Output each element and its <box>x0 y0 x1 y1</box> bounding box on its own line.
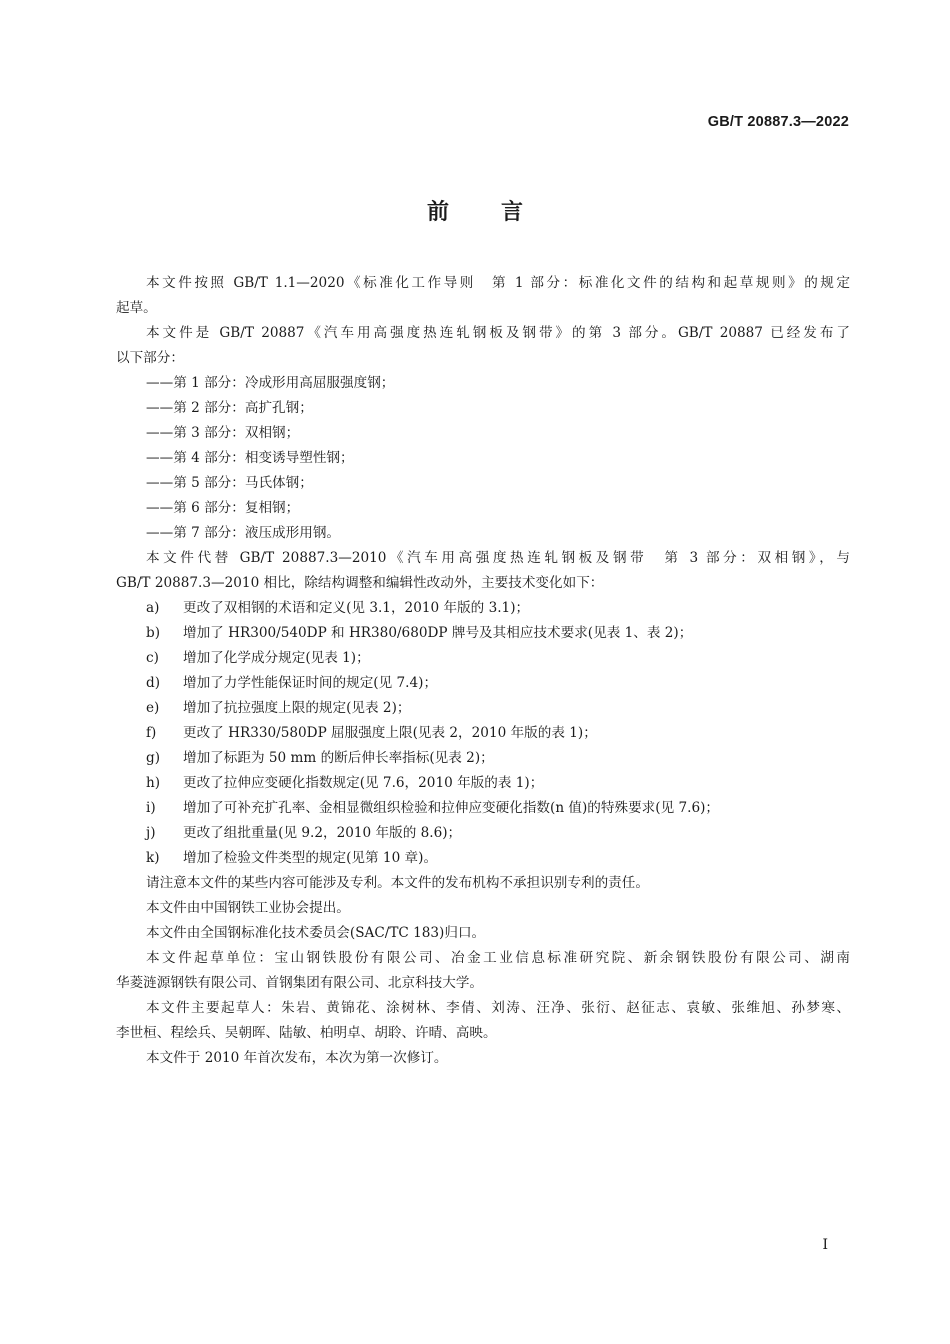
change-item <box>116 846 850 871</box>
part-list-item: ——第 6 部分：复相钢； <box>146 500 300 516</box>
change-item-text: 更改了双相钢的术语和定义(见 3.1，2010 年版的 3.1)； <box>183 600 530 616</box>
paragraph-series-line-1: 本文件是 GB/T 20887《汽车用高强度热连轧钢板及钢带》的第 3 部分。GB/T 20887 已经发布了 <box>146 325 850 341</box>
paragraph-centralized-by: 本文件由全国钢标准化技术委员会(SAC/TC 183)归口。 <box>146 925 486 941</box>
change-item-mark: j) <box>146 825 156 841</box>
change-item-text: 增加了抗拉强度上限的规定(见表 2)； <box>183 700 411 716</box>
page-title-char-1: 前 <box>426 200 449 225</box>
paragraph-drafting-orgs-line-2: 华菱涟源钢铁有限公司、首钢集团有限公司、北京科技大学。 <box>116 975 484 991</box>
document-code: GB/T 20887.3—2022 <box>707 114 849 130</box>
change-item <box>116 771 850 796</box>
change-item-mark: c) <box>146 650 159 666</box>
change-item-mark: e) <box>146 700 160 716</box>
change-item-text: 增加了力学性能保证时间的规定(见 7.4)； <box>183 675 438 691</box>
change-item <box>116 821 850 846</box>
change-item-mark: h) <box>146 775 161 791</box>
change-item-mark: f) <box>146 725 157 741</box>
part-list-item: ——第 3 部分：双相钢； <box>146 425 300 441</box>
part-list-item: ——第 5 部分：马氏体钢； <box>146 475 313 491</box>
part-list-item: ——第 4 部分：相变诱导塑性钢； <box>146 450 354 466</box>
change-item-mark: g) <box>146 750 161 766</box>
page-title-char-2: 言 <box>501 200 524 225</box>
part-list-item: ——第 7 部分：液压成形用钢。 <box>146 525 341 541</box>
change-item <box>116 796 850 821</box>
change-item-mark: i) <box>146 800 156 816</box>
change-item <box>116 646 850 671</box>
change-item-text: 更改了组批重量(见 9.2，2010 年版的 8.6)； <box>183 825 462 841</box>
change-item-text: 更改了 HR330/580DP 屈服强度上限(见表 2，2010 年版的表 1)； <box>183 725 597 741</box>
change-item <box>116 596 850 621</box>
change-item-text: 增加了可补充扩孔率、金相显微组织检验和拉伸应变硬化指数(n 值)的特殊要求(见 7.6)； <box>183 800 720 816</box>
page-number: I <box>822 1237 828 1253</box>
change-item-text: 增加了化学成分规定(见表 1)； <box>183 650 370 666</box>
change-item <box>116 671 850 696</box>
paragraph-history: 本文件于 2010 年首次发布，本次为第一次修订。 <box>146 1050 448 1066</box>
paragraph-series-line-2: 以下部分： <box>116 350 184 366</box>
paragraph-drafters-line-2: 李世桓、程绘兵、吴朝晖、陆敏、柏明卓、胡聆、许晴、高映。 <box>116 1025 497 1041</box>
paragraph-proposed-by: 本文件由中国钢铁工业协会提出。 <box>146 900 350 916</box>
paragraph-drafting-orgs-line-1: 本文件起草单位：宝山钢铁股份有限公司、冶金工业信息标准研究院、新余钢铁股份有限公司、湖南 <box>146 950 850 966</box>
change-item <box>116 621 850 646</box>
change-item-text: 增加了 HR300/540DP 和 HR380/680DP 牌号及其相应技术要求(见表 1、表 2)； <box>183 625 693 641</box>
change-item-mark: d) <box>146 675 161 691</box>
change-item <box>116 721 850 746</box>
paragraph-replaces-line-1: 本文件代替 GB/T 20887.3—2010《汽车用高强度热连轧钢板及钢带 第 3 部分：双相钢》，与 <box>146 550 850 566</box>
foreword-body <box>116 271 850 1071</box>
change-item <box>116 696 850 721</box>
paragraph-drafters-line-1: 本文件主要起草人：朱岩、黄锦花、涂树林、李倩、刘涛、汪净、张衍、赵征志、袁敏、张维旭、孙梦寒、 <box>146 1000 850 1016</box>
change-item-mark: k) <box>146 850 160 866</box>
part-list-item: ——第 2 部分：高扩孔钢； <box>146 400 313 416</box>
change-item <box>116 746 850 771</box>
paragraph-basis-line-1: 本文件按照 GB/T 1.1—2020《标准化工作导则 第 1 部分：标准化文件的结构和起草规则》的规定 <box>146 275 850 291</box>
change-item-mark: a) <box>146 600 160 616</box>
paragraph-basis-line-2: 起草。 <box>116 300 157 316</box>
paragraph-replaces-line-2: GB/T 20887.3—2010 相比，除结构调整和编辑性改动外，主要技术变化如下： <box>116 575 604 591</box>
change-item-text: 更改了拉伸应变硬化指数规定(见 7.6，2010 年版的表 1)； <box>183 775 544 791</box>
paragraph-patent: 请注意本文件的某些内容可能涉及专利。本文件的发布机构不承担识别专利的责任。 <box>146 875 649 891</box>
change-item-mark: b) <box>146 625 161 641</box>
page-title <box>0 195 950 226</box>
change-item-text: 增加了检验文件类型的规定(见第 10 章)。 <box>183 850 438 866</box>
change-item-text: 增加了标距为 50 mm 的断后伸长率指标(见表 2)； <box>183 750 494 766</box>
part-list-item: ——第 1 部分：冷成形用高屈服强度钢； <box>146 375 395 391</box>
